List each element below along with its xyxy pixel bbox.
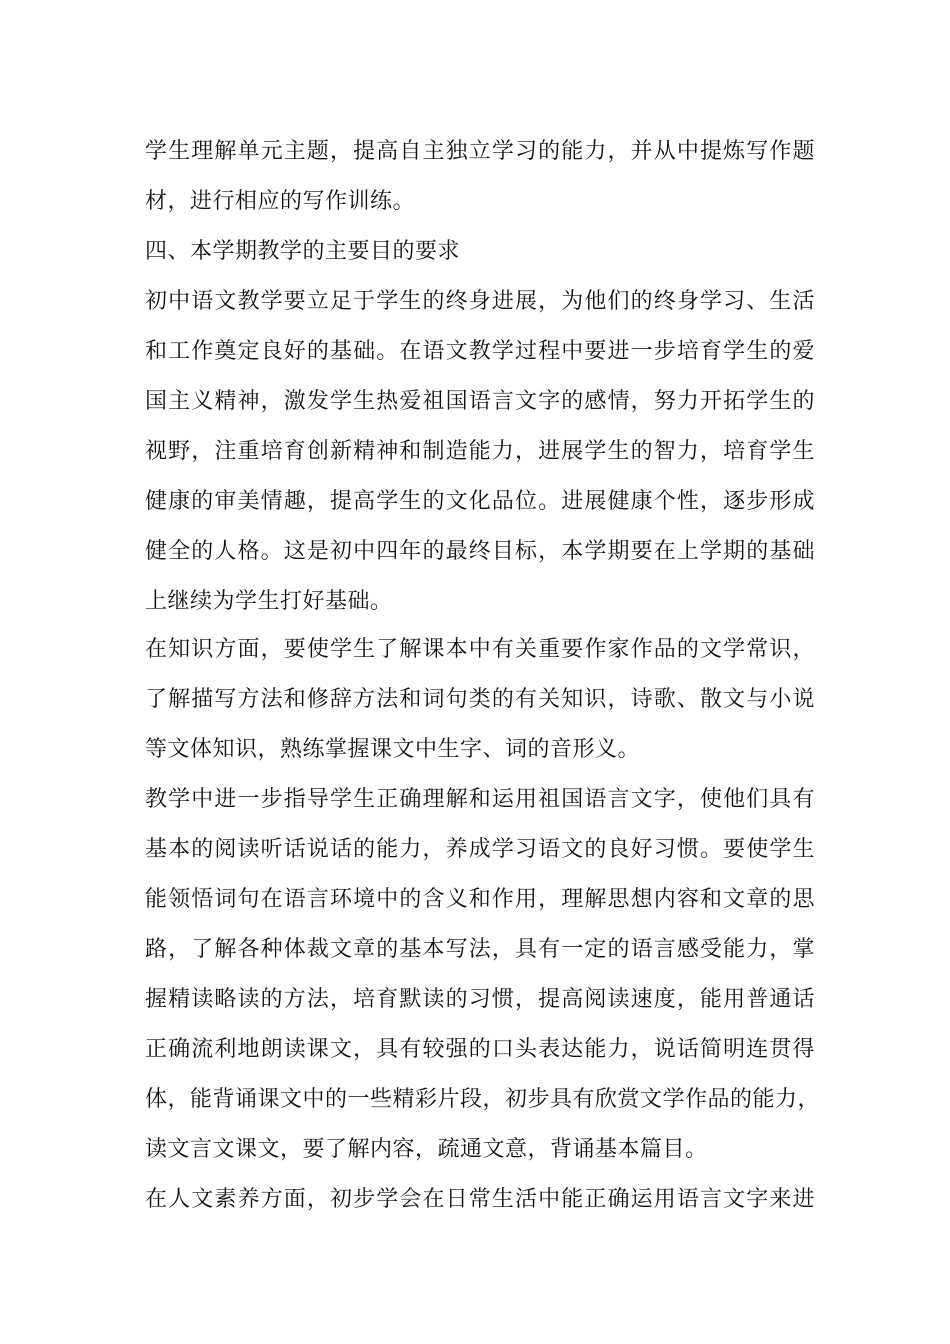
- text-line: 健康的审美情趣，提高学生的文化品位。进展健康个性，逐步形成: [145, 489, 815, 514]
- text-line: 在知识方面，要使学生了解课本中有关重要作家作品的文学常识，: [145, 637, 815, 662]
- section-heading: 四、本学期教学的主要目的要求: [145, 239, 461, 264]
- text-line: 了解描写方法和修辞方法和词句类的有关知识，诗歌、散文与小说: [145, 687, 815, 712]
- text-line: 握精读略读的方法，培育默读的习惯，提高阅读速度，能用普通话: [145, 987, 815, 1012]
- text-line: 在人文素养方面，初步学会在日常生活中能正确运用语言文字来进: [145, 1187, 815, 1212]
- text-line: 等文体知识，熟练掌握课文中生字、词的音形义。: [145, 737, 641, 762]
- text-line: 体，能背诵课文中的一些精彩片段，初步具有欣赏文学作品的能力，: [145, 1087, 821, 1112]
- text-line: 能领悟词句在语言环境中的含义和作用，理解思想内容和文章的思: [145, 887, 815, 912]
- text-line: 路，了解各种体裁文章的基本写法，具有一定的语言感受能力，掌: [145, 937, 815, 962]
- text-line: 国主义精神，激发学生热爱祖国语言文字的感情，努力开拓学生的: [145, 389, 815, 414]
- text-line: 正确流利地朗读课文，具有较强的口头表达能力，说话简明连贯得: [145, 1037, 815, 1062]
- text-line: 教学中进一步指导学生正确理解和运用祖国语言文字，使他们具有: [145, 787, 815, 812]
- text-line: 健全的人格。这是初中四年的最终目标，本学期要在上学期的基础: [145, 539, 815, 564]
- text-line: 视野，注重培育创新精神和制造能力，进展学生的智力，培育学生: [145, 439, 815, 464]
- text-line: 和工作奠定良好的基础。在语文教学过程中要进一步培育学生的爱: [145, 339, 815, 364]
- text-line: 学生理解单元主题，提高自主独立学习的能力，并从中提炼写作题: [145, 139, 815, 164]
- text-line: 基本的阅读听话说话的能力，养成学习语文的良好习惯。要使学生: [145, 837, 815, 862]
- text-line: 读文言文课文，要了解内容，疏通文意，背诵基本篇目。: [145, 1137, 708, 1162]
- text-line: 上继续为学生打好基础。: [145, 589, 393, 614]
- text-line: 材，进行相应的写作训练。: [145, 189, 416, 214]
- text-line: 初中语文教学要立足于学生的终身进展，为他们的终身学习、生活: [145, 289, 815, 314]
